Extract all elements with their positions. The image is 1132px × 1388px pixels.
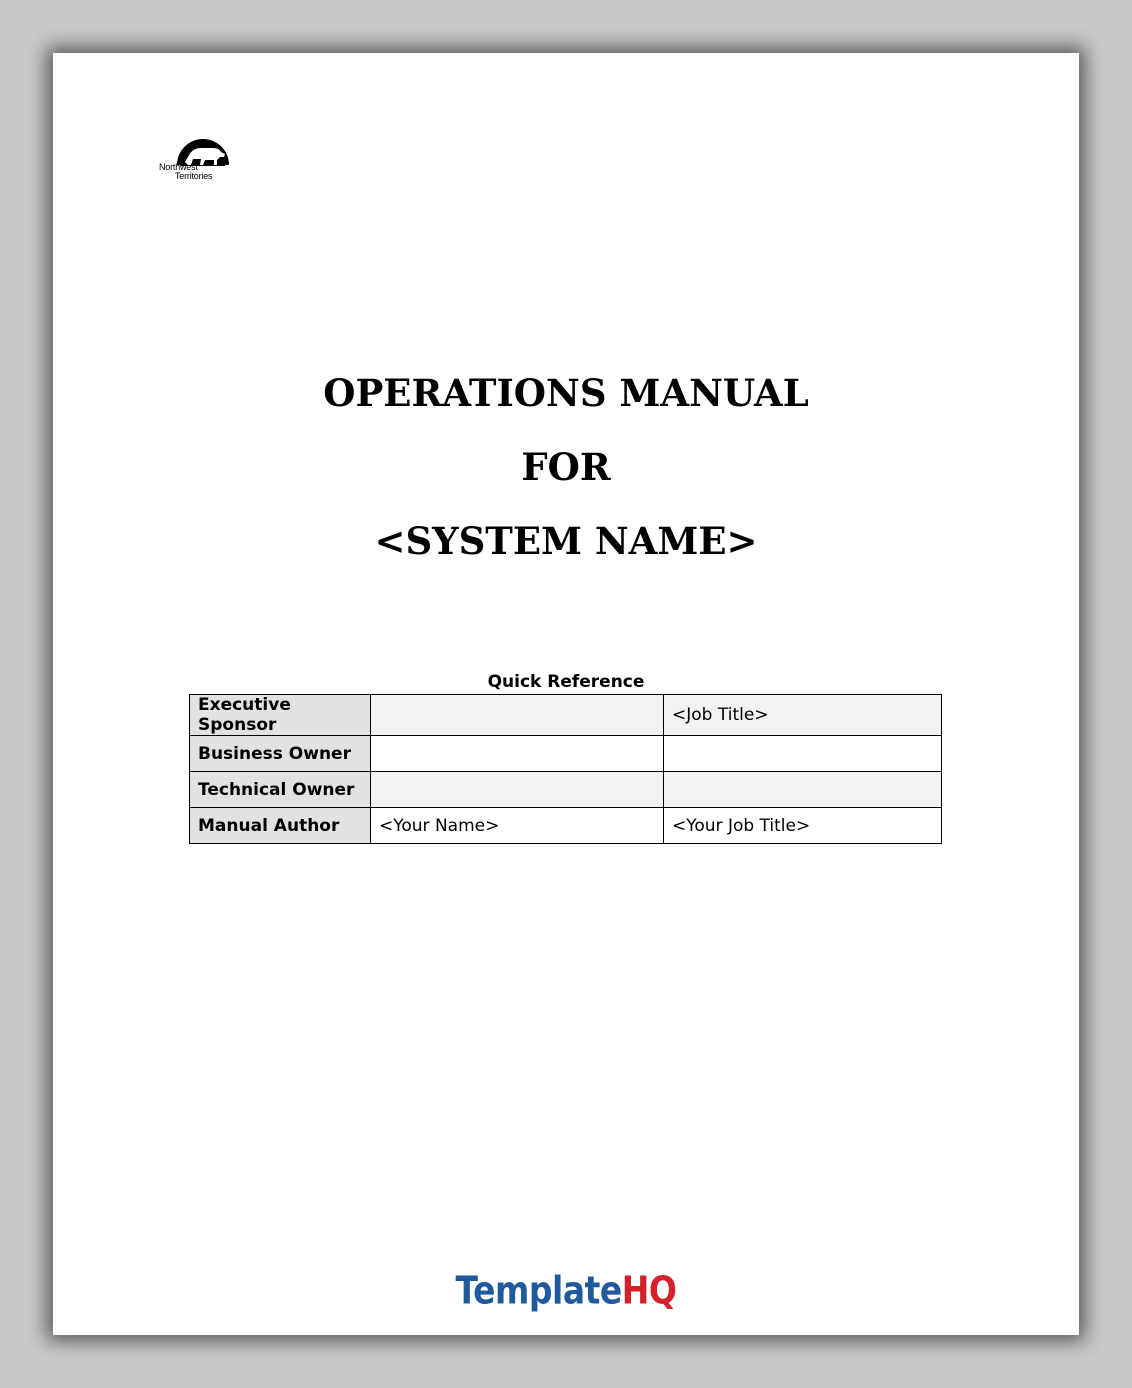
logo-line-2: Territories <box>175 171 213 181</box>
job-title-cell <box>664 736 942 772</box>
logo-line-1: Northwest <box>159 162 198 172</box>
name-cell <box>371 736 664 772</box>
document-page <box>53 53 1079 1335</box>
row-label: Business Owner <box>190 736 371 772</box>
title-line-3: <SYSTEM NAME> <box>374 519 758 563</box>
row-label: Technical Owner <box>190 772 371 808</box>
row-label: Executive Sponsor <box>190 695 371 736</box>
name-cell <box>371 695 664 736</box>
table-row <box>190 772 942 808</box>
logo-text <box>159 163 212 181</box>
job-title-cell: <Job Title> <box>664 695 942 736</box>
table-row <box>190 695 942 736</box>
templatehq-watermark <box>53 1268 1079 1313</box>
brand-part-2: HQ <box>621 1268 677 1313</box>
title-line-2: FOR <box>521 445 611 489</box>
northwest-territories-logo <box>157 122 237 186</box>
name-cell: <Your Name> <box>371 808 664 844</box>
quick-reference-table <box>189 694 942 844</box>
name-cell <box>371 772 664 808</box>
row-label: Manual Author <box>190 808 371 844</box>
job-title-cell <box>664 772 942 808</box>
job-title-cell: <Your Job Title> <box>664 808 942 844</box>
title-line-1: OPERATIONS MANUAL <box>323 371 809 415</box>
table-row <box>190 736 942 772</box>
brand-part-1: Template <box>455 1268 622 1313</box>
table-row <box>190 808 942 844</box>
polar-bear-icon <box>175 122 231 166</box>
quick-reference-caption: Quick Reference <box>487 672 645 692</box>
